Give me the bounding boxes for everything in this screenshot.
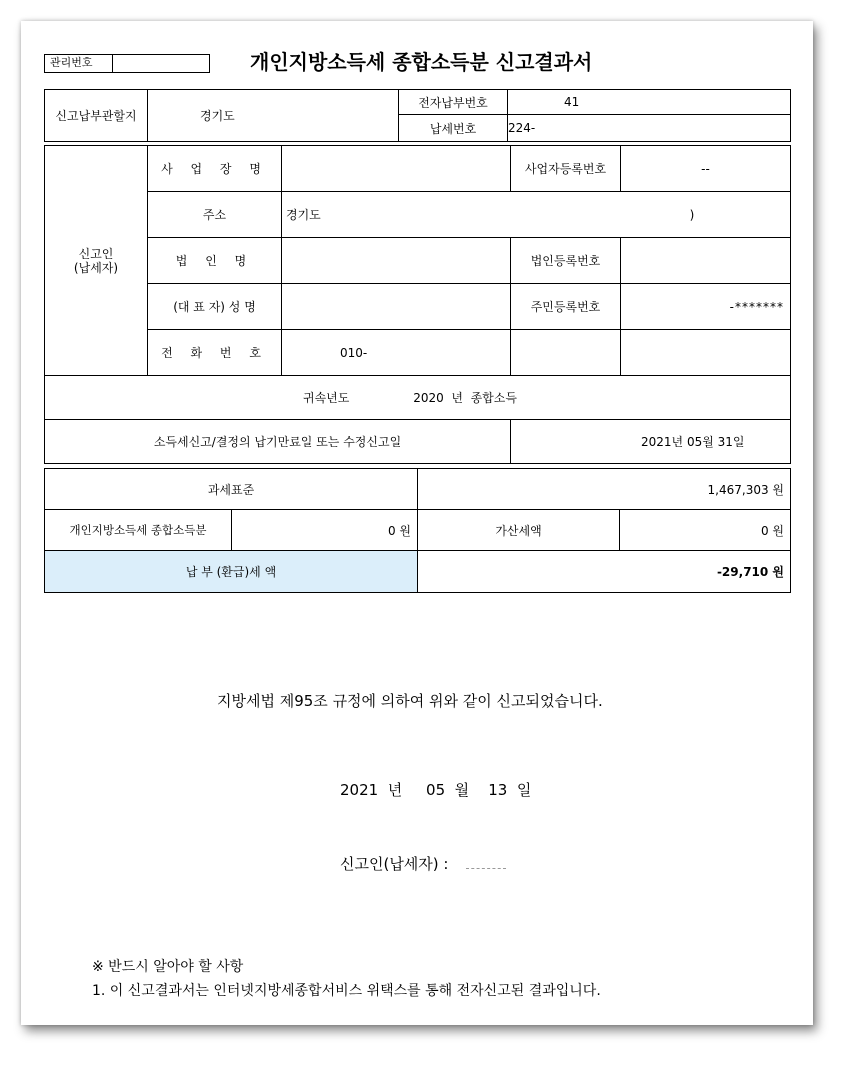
local-income-tax-value: 0 원 bbox=[232, 510, 418, 551]
corp-name-value bbox=[282, 238, 511, 284]
corp-name-label: 법 인 명 bbox=[148, 238, 282, 284]
resident-reg-label: 주민등록번호 bbox=[511, 284, 621, 330]
filer-table bbox=[44, 145, 791, 464]
address-tail: ) bbox=[689, 208, 695, 222]
payment-amount-label: 납 부 (환급)세 액 bbox=[45, 551, 418, 593]
attribution-year-value: 2020 년 종합소득 bbox=[413, 391, 517, 405]
tax-base-label: 과세표준 bbox=[45, 469, 418, 510]
signer-name-redacted bbox=[466, 868, 506, 869]
e-pay-number-label: 전자납부번호 bbox=[399, 90, 508, 115]
jurisdiction-table bbox=[44, 89, 791, 142]
business-reg-value: -- bbox=[621, 146, 791, 192]
notice-title: ※ 반드시 알아야 할 사항 bbox=[92, 959, 244, 975]
attribution-year-row bbox=[45, 376, 791, 420]
management-number-value bbox=[113, 55, 209, 72]
jurisdiction-label: 신고납부관할지 bbox=[45, 90, 148, 142]
representative-name-value bbox=[282, 284, 511, 330]
document-title: 개인지방소득세 종합소득분 신고결과서 bbox=[250, 50, 593, 74]
business-name-label: 사 업 장 명 bbox=[148, 146, 282, 192]
deadline-value: 2021년 05월 31일 bbox=[511, 420, 791, 464]
jurisdiction-value: 경기도 bbox=[148, 90, 399, 142]
management-number-label: 관리번호 bbox=[45, 55, 113, 72]
representative-name-label: (대 표 자) 성 명 bbox=[148, 284, 282, 330]
signer-label: 신고인(납세자) : bbox=[340, 855, 449, 873]
penalty-tax-value: 0 원 bbox=[620, 510, 791, 551]
phone-label: 전 화 번 호 bbox=[148, 330, 282, 376]
e-pay-number-value: 41 bbox=[508, 90, 791, 115]
resident-reg-value: -******* bbox=[621, 284, 791, 330]
address-label: 주소 bbox=[148, 192, 282, 238]
filer-section-label: 신고인 (납세자) bbox=[45, 146, 148, 376]
phone-empty-cell-1 bbox=[511, 330, 621, 376]
tax-base-value: 1,467,303 원 bbox=[418, 469, 791, 510]
notice-item-1: 1. 이 신고결과서는 인터넷지방세종합서비스 위택스를 통해 전자신고된 결과입니다. bbox=[92, 983, 601, 999]
declaration-date: 2021 년 05 월 13 일 bbox=[340, 781, 532, 799]
corp-reg-value bbox=[621, 238, 791, 284]
deadline-label: 소득세신고/결정의 납기만료일 또는 수정신고일 bbox=[45, 420, 511, 464]
phone-value: 010- bbox=[282, 330, 511, 376]
business-name-value bbox=[282, 146, 511, 192]
tax-number-label: 납세번호 bbox=[399, 115, 508, 142]
local-income-tax-label: 개인지방소득세 종합소득분 bbox=[45, 510, 232, 551]
address-value: 경기도 bbox=[286, 208, 321, 222]
address-cell bbox=[282, 192, 791, 238]
corp-reg-label: 법인등록번호 bbox=[511, 238, 621, 284]
penalty-tax-label: 가산세액 bbox=[418, 510, 620, 551]
business-reg-label: 사업자등록번호 bbox=[511, 146, 621, 192]
payment-amount-value: -29,710 원 bbox=[418, 551, 791, 593]
phone-empty-cell-2 bbox=[621, 330, 791, 376]
declaration-statement: 지방세법 제95조 규정에 의하여 위와 같이 신고되었습니다. bbox=[217, 692, 603, 710]
attribution-year-label: 귀속년도 bbox=[303, 391, 350, 405]
management-number-box bbox=[44, 54, 210, 73]
tax-number-value: 224- bbox=[508, 115, 791, 142]
amounts-table bbox=[44, 468, 791, 593]
